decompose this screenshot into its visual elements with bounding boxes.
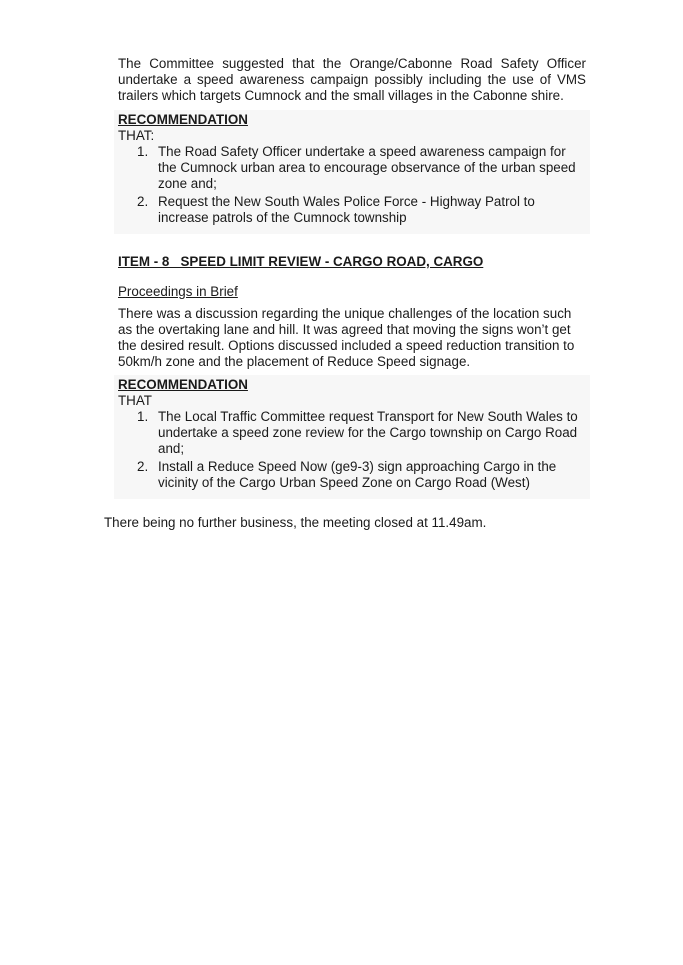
closing-statement: There being no further business, the meeting closed at 11.49am. [104, 515, 487, 530]
list-item-number: 1. [137, 144, 149, 159]
intro-paragraph: The Committee suggested that the Orange/Cabonne Road Safety Officer undertake a speed awareness campaign possibly including the use of VMS trailers which targets Cumnock and the small villages in the Cabonne shire. [118, 56, 586, 103]
recommendation-lead: THAT [118, 393, 152, 408]
list-item-number: 1. [137, 409, 149, 424]
list-item [137, 194, 586, 226]
list-item-number: 2. [137, 194, 149, 209]
list-item-text: The Local Traffic Committee request Transport for New South Wales to undertake a speed zone review for the Cargo township on Cargo Road and; [158, 409, 578, 456]
list-item [137, 409, 586, 457]
list-item [137, 144, 586, 192]
recommendation-list [118, 144, 586, 226]
recommendation-box-1 [114, 110, 590, 234]
list-item [137, 459, 586, 491]
list-item-text: The Road Safety Officer undertake a speed awareness campaign for the Cumnock urban area to encourage observance of the urban speed zone and; [158, 144, 576, 191]
recommendation-title: RECOMMENDATION [118, 377, 248, 392]
item-paragraph: There was a discussion regarding the unique challenges of the location such as the overtaking lane and hill. It was agreed that moving the signs won’t get the desired result. Options discussed included a speed reduction transition to 50km/h zone and the placement of Reduce Speed signage. [118, 306, 575, 369]
recommendation-title: RECOMMENDATION [118, 112, 248, 127]
list-item-number: 2. [137, 459, 149, 474]
recommendation-box-2 [114, 375, 590, 499]
recommendation-list [118, 409, 586, 491]
item-heading: ITEM - 8 SPEED LIMIT REVIEW - CARGO ROAD, CARGO [118, 254, 484, 269]
list-item-text: Install a Reduce Speed Now (ge9-3) sign approaching Cargo in the vicinity of the Cargo Urban Speed Zone on Cargo Road (West) [158, 459, 557, 490]
list-item-text: Request the New South Wales Police Force - Highway Patrol to increase patrols of the Cumnock township [158, 194, 535, 225]
recommendation-lead: THAT: [118, 128, 155, 143]
sub-heading: Proceedings in Brief [118, 284, 238, 299]
